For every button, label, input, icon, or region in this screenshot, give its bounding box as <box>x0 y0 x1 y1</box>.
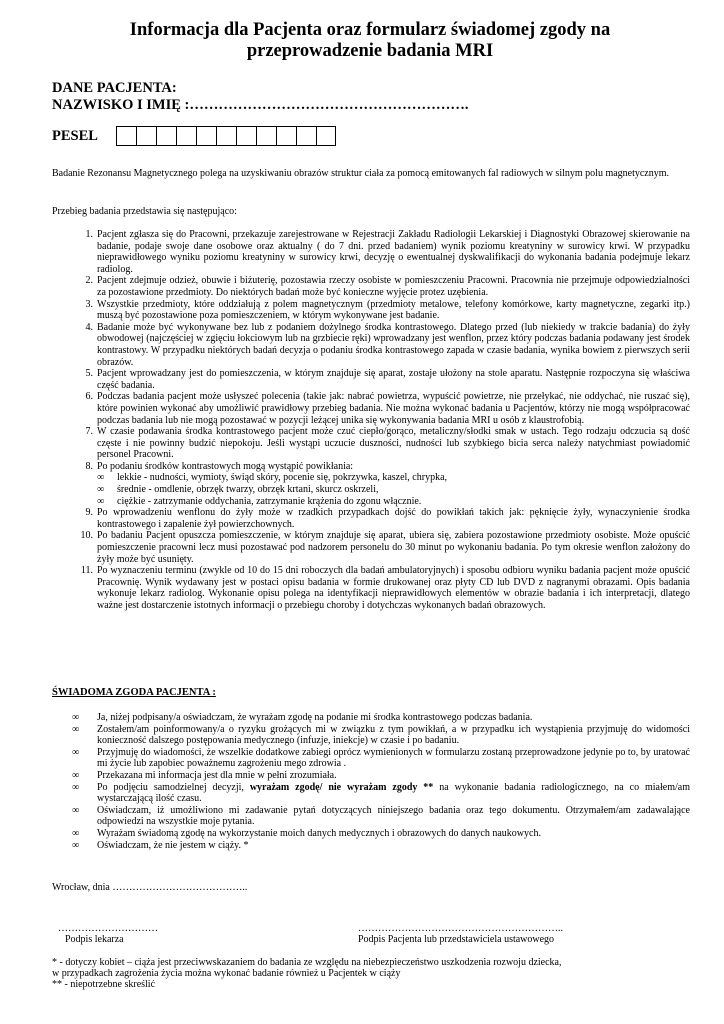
patient-data-label: DANE PACJENTA: <box>52 80 177 96</box>
infinity-bullet-icon: ∞ <box>97 472 105 484</box>
step-item: Po wprowadzeniu wenflonu do żyły może w rzadkich przypadkach dojść do powikłań takich jak: pęknięcie żyły, wynaczynienie środka kontrastowego i zapalenie żył powierzchownych. <box>97 507 690 530</box>
step-item: Podczas badania pacjent może usłyszeć polecenia (takie jak: nabrać powietrza, wypuścić powietrze, nie przełykać, nie oddychać, nie ruszać się), które powinien wykonać aby umożliwić prawidłowy przebieg badania. Nie można wykonać badania u Pacjentów, którzy nie mogą współpracować podczas badania lub nie mogą pozostawać w pozycji leżącej unika się wykonywania badania MRI u osób z klaustrofobią. <box>97 391 690 426</box>
consent-item: ∞ Po podjęciu samodzielnej decyzji, wyrażam zgodę/ nie wyrażam zgody ** na wykonanie badania radiologicznego, na co miałem/am wystarczającą ilość czasu. <box>72 781 690 805</box>
infinity-bullet-icon: ∞ <box>97 495 105 507</box>
pesel-digit-box <box>296 126 316 146</box>
consent-item: ∞ Przyjmuję do wiadomości, że wszelkie dodatkowe zabiegi oprócz wymienionych w formularzu zostaną przeprowadzone jedynie po to, by uratować mi życie lub zapobiec poważnemu zagrożeniu mego zdrowia . <box>72 746 690 770</box>
infinity-bullet-icon: ∞ <box>97 484 105 496</box>
doctor-signature-line: ………………………… <box>58 923 158 934</box>
consent-item: ∞ Przekazana mi informacja jest dla mnie w pełni zrozumiała. <box>72 769 337 781</box>
complication-item: ∞ lekkie - nudności, wymioty, świąd skóry, pocenie się, pokrzywka, kaszel, chrypka, <box>97 472 448 484</box>
consent-item: ∞ Ja, niżej podpisany/a oświadczam, że wyrażam zgodę na podanie mi środka kontrastowego podczas badania. <box>72 712 533 723</box>
step-item: Badanie może być wykonywane bez lub z podaniem dożylnego środka kontrastowego. Dlatego przed (lub niekiedy w trakcie badania) do żyły obwodowej (najczęściej w zgięciu łokciowym lub na grzbiecie ręki) wprowadzany jest wenflon, przez który podczas badania podawany jest środek kontrastowy. W przypadku niektórych badań decyzja o podaniu środka kontrastowego zapada w czasie badania, wynika bowiem z pierwszych serii obrazów. <box>97 321 690 368</box>
consent-choice: wyrażam zgodę/ nie wyrażam zgody ** <box>249 781 434 793</box>
pesel-digit-box <box>116 126 136 146</box>
pesel-digit-box <box>236 126 256 146</box>
patient-data-section <box>52 80 469 114</box>
pesel-boxes <box>116 126 336 146</box>
pesel-label: PESEL <box>52 127 98 144</box>
consent-item: ∞ Oświadczam, że nie jestem w ciąży. * <box>72 839 249 851</box>
step-item: Pacjent wprowadzany jest do pomieszczenia, w którym znajduje się aparat, zostaje ułożony na stole aparatu. Następnie rozpoczyna się właściwa część badania. <box>97 368 690 391</box>
course-label: Przebieg badania przedstawia się następująco: <box>52 206 237 217</box>
infinity-bullet-icon: ∞ <box>72 723 80 735</box>
footnotes <box>52 957 692 991</box>
consent-item: ∞ Wyrażam świadomą zgodę na wykorzystanie moich danych medycznych i obrazowych do danych naukowych. <box>72 827 541 839</box>
consent-title: ŚWIADOMA ZGODA PACJENTA : <box>52 687 216 698</box>
footnote-strike: ** - niepotrzebne skreślić <box>52 979 156 991</box>
pesel-digit-box <box>216 126 236 146</box>
pesel-digit-box <box>136 126 156 146</box>
consent-item: ∞ Oświadczam, iż umożliwiono mi zadawanie pytań dotyczących niniejszego badania oraz tego dokumentu. Otrzymałem/am zadawalające odpowiedzi na wszystkie moje pytania. <box>72 804 690 828</box>
document-title <box>60 20 680 62</box>
step-item: Pacjent zdejmuje odzież, obuwie i biżuterię, pozostawia rzeczy osobiste w pomieszczeniu Pracowni. Pracownia nie przejmuje odpowiedzialności za pozostawione przedmioty. Do niektórych badań może być konieczne wyjęcie protez uzębienia. <box>97 275 690 298</box>
pesel-row <box>52 125 336 147</box>
infinity-bullet-icon: ∞ <box>72 827 80 839</box>
footnote-pregnancy-cont: w przypadkach zagrożenia życia można wykonać badanie również u Pacjentek w ciąży <box>52 968 401 980</box>
complication-item: ∞ średnie - omdlenie, obrzęk twarzy, obrzęk krtani, skurcz oskrzeli, <box>97 484 379 496</box>
infinity-bullet-icon: ∞ <box>72 839 80 851</box>
step-item: W czasie podawania środka kontrastowego pacjent może czuć ciepło/gorąco, metaliczny/słodki smak w ustach. Tego rodzaju odczucia są dość częste i nie powinny budzić niepokoju. Jeśli wystąpi uczucie duszności, nudności lub szybkiego bicia serca należy natychmiast powiadomić personel Pracowni. <box>97 426 690 461</box>
pesel-digit-box <box>156 126 176 146</box>
procedure-steps <box>52 229 690 612</box>
footnote-pregnancy: * - dotyczy kobiet – ciąża jest przeciwwskazaniem do badania ze względu na niebezpieczeństwo uszkodzenia rozwoju dziecka, <box>52 957 562 968</box>
pesel-digit-box <box>256 126 276 146</box>
title-line-2: przeprowadzenie badania MRI <box>246 41 494 61</box>
patient-signature-label: Podpis Pacjenta lub przedstawiciela ustawowego <box>358 934 555 945</box>
patient-name-field: NAZWISKO I IMIĘ :…………………………………………………. <box>52 97 469 113</box>
step-item: Wszystkie przedmioty, które oddziałują z polem magnetycznym (przedmioty metalowe, telefony komórkowe, karty magnetyczne, zegarki itp.) muszą być pozostawione poza pomieszczeniem, w którym wykonywane jest badanie. <box>97 298 690 322</box>
step-text: Po podaniu środków kontrastowych mogą wystąpić powikłania: <box>97 460 354 472</box>
pesel-digit-box <box>196 126 216 146</box>
doctor-signature-label: Podpis lekarza <box>65 934 124 945</box>
pesel-digit-box <box>176 126 196 146</box>
step-item <box>97 461 690 507</box>
infinity-bullet-icon: ∞ <box>72 781 80 793</box>
complication-item: ∞ ciężkie - zatrzymanie oddychania, zatrzymanie krążenia do zgonu włącznie. <box>97 495 422 507</box>
infinity-bullet-icon: ∞ <box>72 804 80 816</box>
complications-list <box>97 472 690 507</box>
consent-item: ∞ Zostałem/am poinformowany/a o ryzyku grożących mi w związku z tym powikłań, a w przypadku ich wystąpienia przyjmuję do widomości konieczność dalszego postępowania medycznego (infuzje, iniekcje) w czasie i po badaniu. <box>72 723 690 747</box>
pesel-digit-box <box>316 126 336 146</box>
title-line-1: Informacja dla Pacjenta oraz formularz świadomej zgody na <box>129 20 611 40</box>
city-date-field: Wrocław, dnia ………………………………….. <box>52 882 248 893</box>
pesel-digit-box <box>276 126 296 146</box>
patient-signature-line: …………………………………………………….. <box>358 923 563 934</box>
infinity-bullet-icon: ∞ <box>72 746 80 758</box>
step-item: Po wyznaczeniu terminu (zwykle od 10 do 15 dni roboczych dla badań ambulatoryjnych) i sposobu odbioru wyniku badania pacjent może opuścić Pracownię. Wynik wydawany jest w postaci opisu badania w formie drukowanej oraz płyty CD lub DVD z nagranymi obrazami. Opis badania wykonuje lekarz radiolog. Wykonanie opisu polega na identyfikacji nieprawidłowych elementów w obrazie badania i ich interpretacji, dlatego ważne jest dostarczenie istotnych informacji o przebiegu choroby i dotychczas wykonanych badań obrazowych. <box>97 565 690 611</box>
mri-description: Badanie Rezonansu Magnetycznego polega na uzyskiwaniu obrazów struktur ciała za pomocą emitowanych fal radiowych w silnym polu magnetycznym. <box>52 168 670 179</box>
infinity-bullet-icon: ∞ <box>72 712 80 723</box>
step-item: Po badaniu Pacjent opuszcza pomieszczenie, w którym znajduje się aparat, ubiera się, zabiera pozostawione przedmioty osobiste. Może opuścić pomieszczenie pracowni lecz musi pozostawać pod nadzorem personelu do 30 minut po wykonaniu badania. Po tym okresie wenflon założony do żyły może być usunięty. <box>97 530 690 565</box>
step-item: Pacjent zgłasza się do Pracowni, przekazuje zarejestrowane w Rejestracji Zakładu Radiologii Lekarskiej i Diagnostyki Obrazowej skierowanie na badanie, podaje swoje dane osobowe oraz aktualny ( do 7 dni. przed badaniem) wynik poziomu kreatyniny w surowicy krwi. W przypadku nieprawidłowego wyniku poziomu kreatyniny w surowicy krwi, decyzję o ewentualnej dyskwalifikacji do wykonania badania podejmuje lekarz radiolog. <box>97 229 690 275</box>
consent-list <box>52 712 690 851</box>
infinity-bullet-icon: ∞ <box>72 769 80 781</box>
